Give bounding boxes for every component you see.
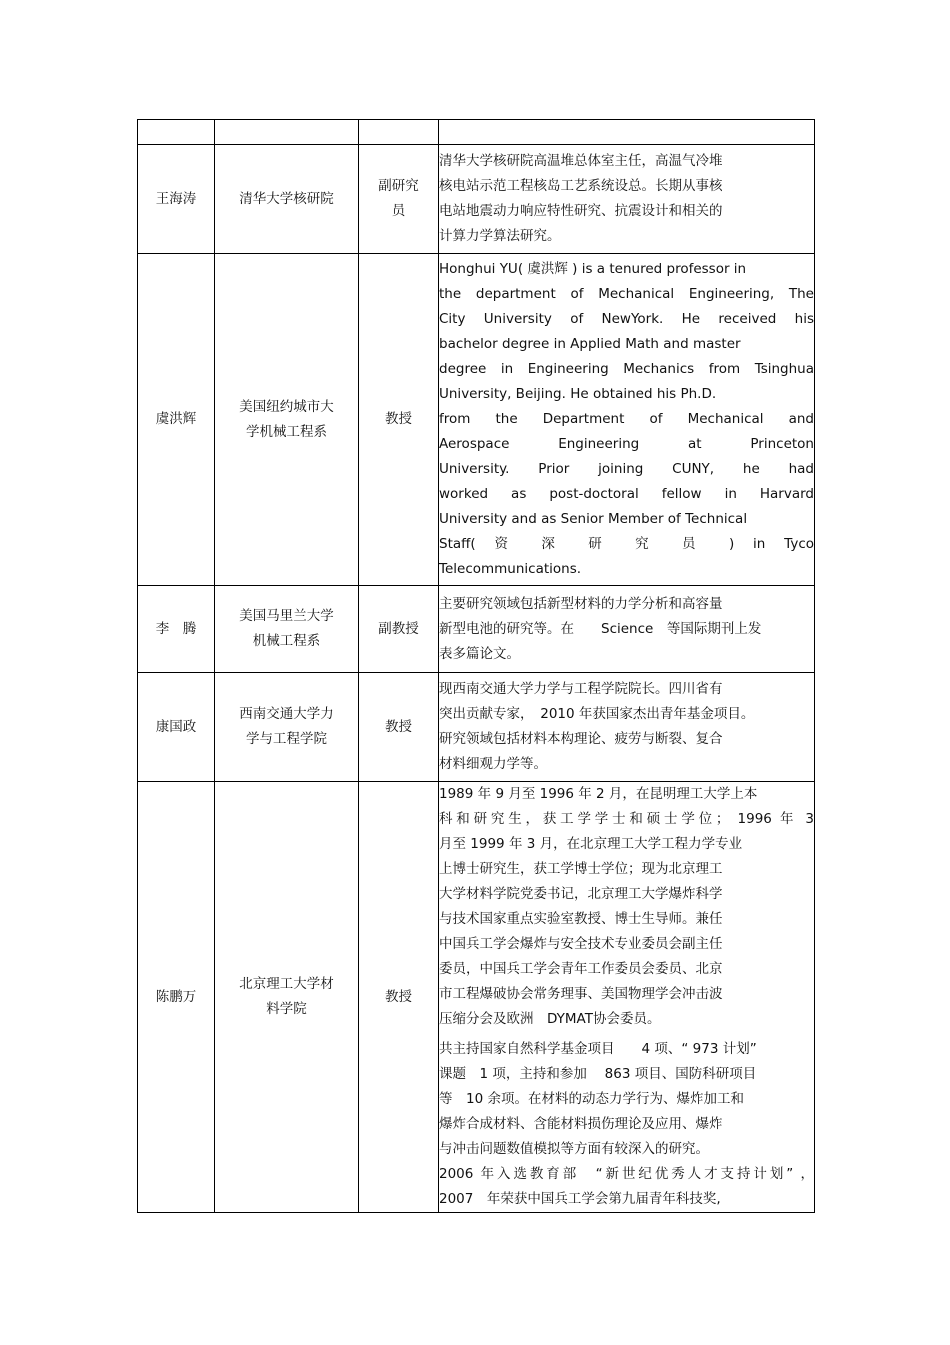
description-line: 压缩分会及欧洲 DYMAT协会委员。 (439, 1011, 661, 1027)
table-row (138, 782, 815, 1213)
description-line: 材料细观力学等。 (439, 756, 547, 772)
expert-name: 李 腾 (138, 586, 215, 673)
description-line: 突出贡献专家， 2010 年获国家杰出青年基金项目。 (439, 706, 755, 722)
institution-line: 机械工程系 (252, 633, 321, 649)
title-line: 教授 (385, 411, 412, 427)
empty-cell (439, 120, 815, 145)
description-line: 委员，中国兵工学会青年工作委员会委员、北京 (439, 961, 723, 977)
expert-description (439, 782, 815, 1213)
description-line: from the Department of Mechanical and (439, 411, 814, 427)
expert-table (137, 119, 815, 1213)
expert-institution (215, 673, 359, 782)
expert-institution (215, 782, 359, 1213)
expert-description (439, 145, 815, 254)
description-line: 与技术国家重点实验室教授、博士生导师。兼任 (439, 911, 723, 927)
table-row (138, 673, 815, 782)
expert-title (359, 586, 439, 673)
table-header-row-empty (138, 120, 815, 145)
table-row (138, 254, 815, 586)
empty-cell (138, 120, 215, 145)
description-line: 电站地震动力响应特性研究、抗震设计和相关的 (439, 203, 723, 219)
expert-institution (215, 254, 359, 586)
description-line: 爆炸合成材料、含能材料损伤理论及应用、爆炸 (439, 1116, 723, 1132)
description-line: Staff( 资 深 研 究 员 ) in Tyco (439, 536, 814, 552)
expert-institution (215, 145, 359, 254)
description-line: 清华大学核研院高温堆总体室主任，高温气冷堆 (439, 153, 723, 169)
description-line: 2006 年入选教育部 “新世纪优秀人才支持计划” ， (439, 1166, 814, 1182)
description-line: 科和研究生，获工学学士和硕士学位； 1996 年 3 (439, 811, 814, 827)
description-line: 现西南交通大学力学与工程学院院长。四川省有 (439, 681, 723, 697)
table-row (138, 145, 815, 254)
description-line: degree in Engineering Mechanics from Tsinghua (439, 361, 814, 377)
description-line: 与冲击问题数值模拟等方面有较深入的研究。 (439, 1141, 709, 1157)
title-line: 副研究 (378, 178, 419, 194)
description-line: worked as post-doctoral fellow in Harvard (439, 486, 814, 502)
description-line: 研究领域包括材料本构理论、疲劳与断裂、复合 (439, 731, 723, 747)
expert-description (439, 586, 815, 673)
description-line: 1989 年 9 月至 1996 年 2 月，在昆明理工大学上本 (439, 786, 758, 802)
title-line: 员 (391, 203, 406, 219)
description-line: 表多篇论文。 (439, 645, 520, 662)
description-line: University. Prior joining CUNY, he had (439, 461, 814, 477)
description-line: 等 10 余项。在材料的动态力学行为、爆炸加工和 (439, 1091, 744, 1107)
empty-cell (215, 120, 359, 145)
institution-line: 料学院 (266, 1001, 307, 1017)
description-line: Telecommunications. (439, 561, 582, 577)
description-line: 共主持国家自然科学基金项目 4 项、“ 973 计划” (439, 1041, 757, 1057)
expert-name: 康国政 (138, 673, 215, 782)
title-line: 副教授 (378, 620, 419, 637)
institution-line: 北京理工大学材 (239, 976, 334, 992)
description-line: 主要研究领域包括新型材料的力学分析和高容量 (439, 595, 723, 612)
description-line: 上博士研究生，获工学博士学位；现为北京理工 (439, 861, 723, 877)
expert-name: 陈鹏万 (138, 782, 215, 1213)
empty-cell (359, 120, 439, 145)
expert-institution (215, 586, 359, 673)
description-line: 课题 1 项，主持和参加 863 项目、国防科研项目 (439, 1066, 757, 1082)
expert-description (439, 673, 815, 782)
institution-line: 学与工程学院 (246, 731, 327, 747)
description-line: 2007 年荣获中国兵工学会第九届青年科技奖, (439, 1191, 721, 1207)
description-line: 新型电池的研究等。在 Science 等国际期刊上发 (439, 620, 762, 637)
expert-title (359, 673, 439, 782)
expert-title (359, 145, 439, 254)
description-line: 计算力学算法研究。 (439, 228, 561, 244)
description-line: 大学材料学院党委书记，北京理工大学爆炸科学 (439, 886, 723, 902)
institution-line: 美国马里兰大学 (239, 608, 334, 624)
description-line: 核电站示范工程核岛工艺系统设总。长期从事核 (439, 178, 723, 194)
title-line: 教授 (385, 988, 412, 1005)
description-line: Honghui YU( 虞洪辉 ) is a tenured professor in (439, 261, 747, 277)
description-line: the department of Mechanical Engineering, The (439, 286, 814, 302)
description-line: University, Beijing. He obtained his Ph.D. (439, 386, 717, 402)
description-line: 市工程爆破协会常务理事、美国物理学会冲击波 (439, 986, 723, 1002)
expert-name: 虞洪辉 (138, 254, 215, 586)
institution-line: 学机械工程系 (246, 423, 327, 440)
title-line: 教授 (385, 718, 412, 735)
description-line: 中国兵工学会爆炸与安全技术专业委员会副主任 (439, 936, 723, 952)
institution-line: 美国纽约城市大 (239, 398, 334, 415)
expert-title (359, 782, 439, 1213)
expert-title (359, 254, 439, 586)
description-line: University and as Senior Member of Technical (439, 511, 748, 527)
institution-line: 西南交通大学力 (239, 706, 334, 722)
description-line: City University of NewYork. He received his (439, 311, 814, 327)
institution-line: 清华大学核研院 (239, 190, 334, 207)
expert-name: 王海涛 (138, 145, 215, 254)
expert-description (439, 254, 815, 586)
description-line: Aerospace Engineering at Princeton (439, 436, 814, 452)
description-line: 月至 1999 年 3 月，在北京理工大学工程力学专业 (439, 836, 743, 852)
description-line: bachelor degree in Applied Math and master (439, 336, 741, 352)
table-row (138, 586, 815, 673)
